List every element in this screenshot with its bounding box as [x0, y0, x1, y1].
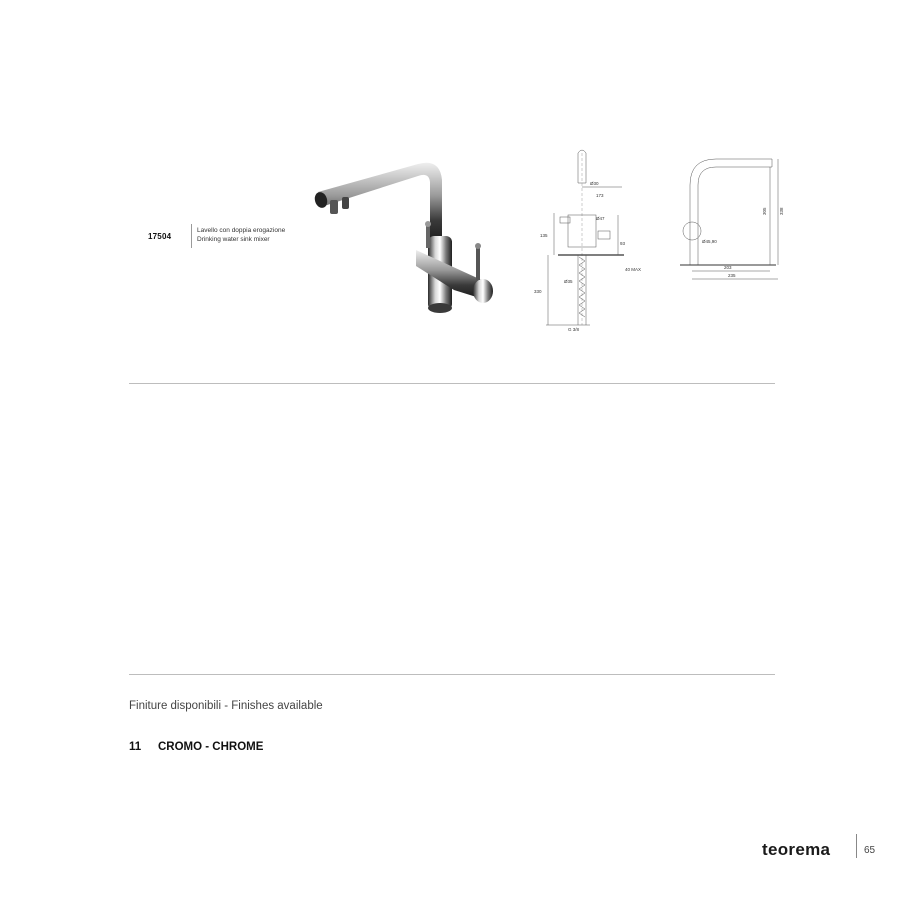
finish-name: CROMO - CHROME	[158, 741, 264, 753]
dim-label: 40 MAX	[625, 267, 642, 272]
side-technical-drawing	[680, 145, 790, 285]
dim-label: 330	[534, 289, 542, 294]
page-number: 65	[864, 845, 876, 856]
page-number-divider	[856, 834, 857, 858]
product-code: 17504	[148, 232, 172, 241]
finish-code: 11	[129, 741, 142, 753]
dim-label: Ø47	[596, 216, 605, 221]
finishes-heading: Finiture disponibili - Finishes available	[129, 700, 323, 712]
dim-label: Ø35	[564, 279, 573, 284]
dim-label: Ø30	[590, 181, 599, 186]
divider	[129, 674, 775, 675]
faucet-image	[290, 150, 510, 320]
dim-label: 338	[779, 207, 784, 215]
product-description-it: Lavello con doppia erogazione	[197, 227, 286, 234]
dim-label: 305	[762, 207, 767, 215]
product-description	[197, 227, 285, 244]
dim-label: 135	[540, 233, 548, 238]
dim-label: 173	[596, 193, 604, 198]
dim-label: 203	[724, 265, 732, 270]
dim-label: 235	[728, 273, 736, 278]
brand-logo: teorema	[762, 840, 831, 859]
dim-label: 93	[620, 241, 626, 246]
code-divider	[191, 224, 192, 248]
front-technical-drawing	[530, 145, 660, 335]
divider	[129, 383, 775, 384]
product-description-en: Drinking water sink mixer	[197, 235, 270, 243]
dim-label: G 3/8	[568, 327, 580, 332]
dim-label: Ø45,90	[702, 239, 717, 244]
